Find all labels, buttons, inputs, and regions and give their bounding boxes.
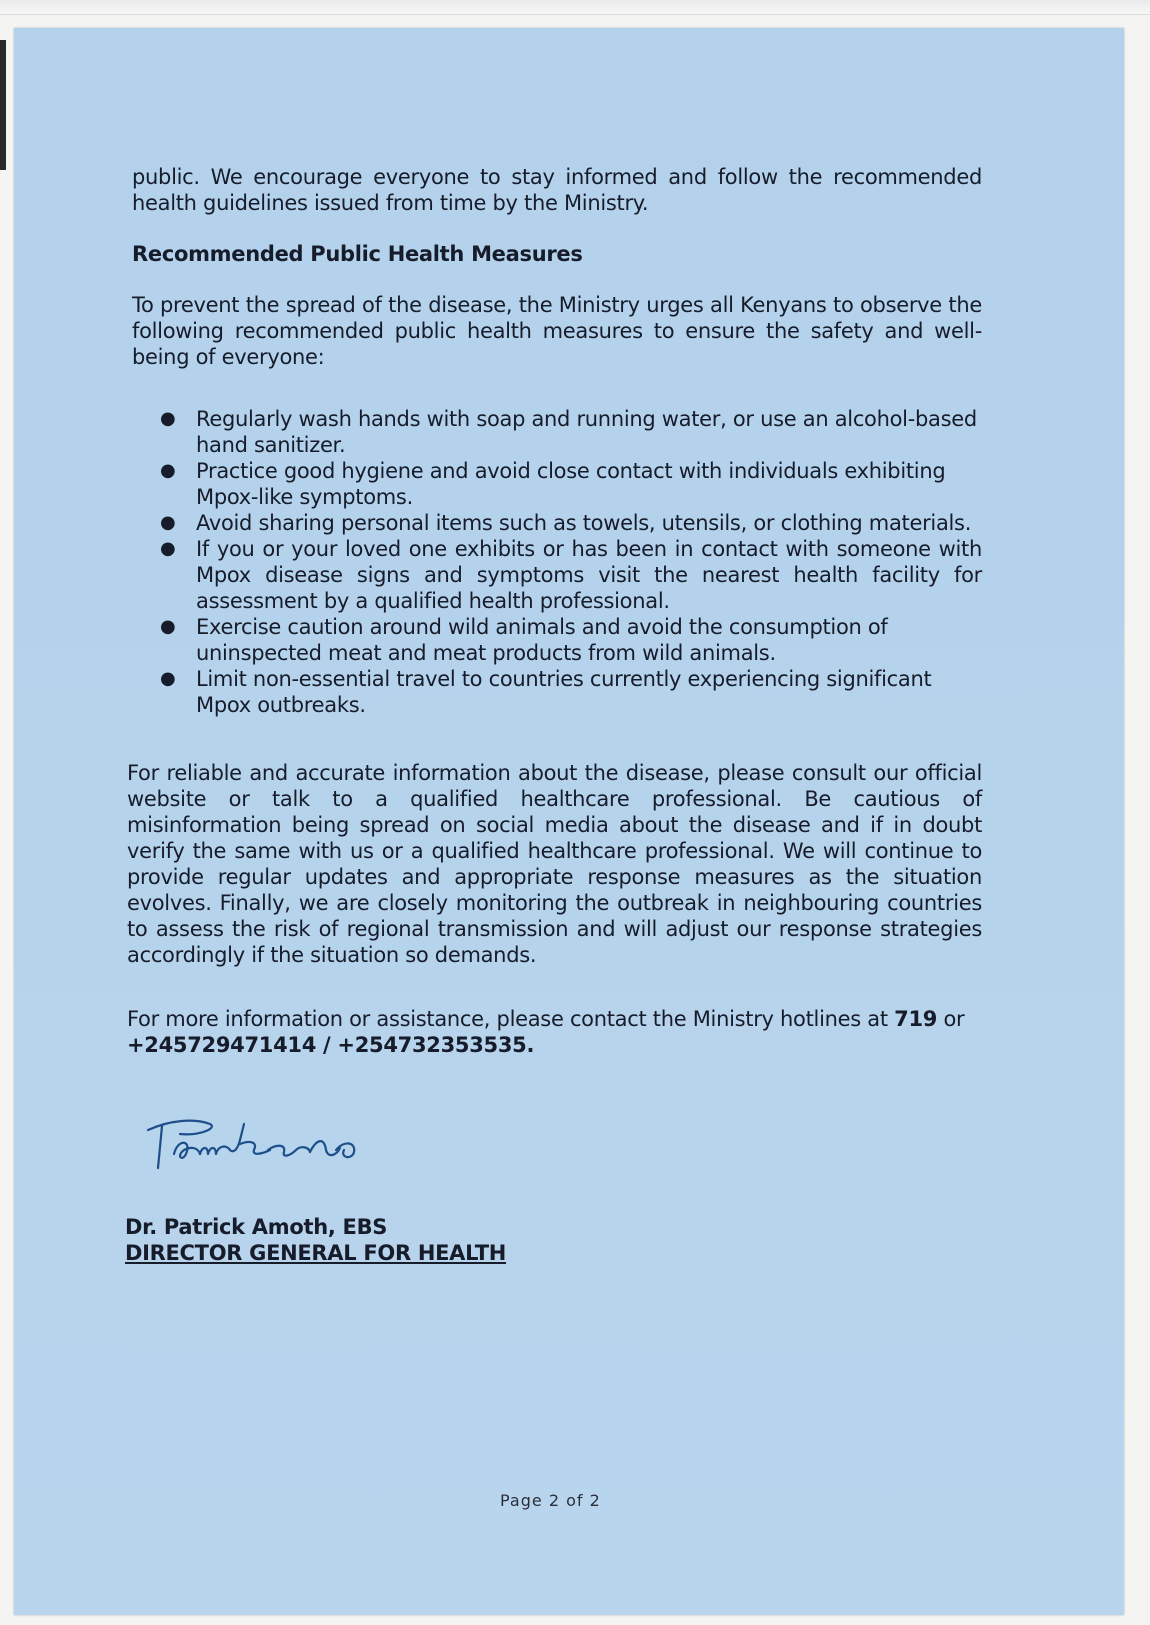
measure-item <box>130 536 982 614</box>
bullet-icon: ● <box>160 512 176 533</box>
measure-item <box>130 614 982 666</box>
contact-connector: or <box>937 1007 965 1031</box>
hotline-number: 719 <box>894 1007 938 1031</box>
contact-prefix: For more information or assistance, please contact the Ministry hotlines at <box>127 1007 895 1031</box>
page-number: Page 2 of 2 <box>500 1491 601 1510</box>
bullet-icon: ● <box>160 616 176 637</box>
measure-item <box>130 458 982 510</box>
bullet-icon: ● <box>160 538 176 559</box>
measure-text: Practice good hygiene and avoid close contact with individuals exhibiting Mpox-like symptoms. <box>196 459 946 509</box>
measures-list <box>130 406 982 718</box>
measure-text: Exercise caution around wild animals and avoid the consumption of uninspected meat and meat products from wild animals. <box>196 615 888 665</box>
signer-name: Dr. Patrick Amoth, EBS <box>125 1215 388 1239</box>
measure-text: Regularly wash hands with soap and running water, or use an alcohol-based hand sanitizer. <box>196 407 977 457</box>
information-paragraph: For reliable and accurate information about the disease, please consult our official website or talk to a qualified healthcare professional. Be cautious of misinformation being spread on social media about the disease and if in doubt verify the same with us or a qualified healthcare professional. We will continue to provide regular updates and appropriate response measures as the situation evolves. Finally, we are closely monitoring the outbreak in neighbouring countries to assess the risk of regional transmission and will adjust our response strategies accordingly if the situation so demands. <box>127 761 982 967</box>
signer-title: DIRECTOR GENERAL FOR HEALTH <box>125 1241 507 1265</box>
signature-icon <box>140 1110 370 1180</box>
measure-text: Avoid sharing personal items such as towels, utensils, or clothing materials. <box>196 511 972 535</box>
measure-text: If you or your loved one exhibits or has been in contact with someone with Mpox disease signs and symptoms visit the nearest health facility for assessment by a qualified health professional. <box>196 537 982 613</box>
scan-left-edge <box>0 40 6 170</box>
intro-paragraph: public. We encourage everyone to stay informed and follow the recommended health guidelines issued from time by the Ministry. <box>132 165 982 215</box>
measure-item <box>130 406 982 458</box>
phone-numbers: +245729471414 / +254732353535. <box>127 1033 535 1057</box>
bullet-icon: ● <box>160 408 176 429</box>
measure-item <box>130 510 982 536</box>
bullet-icon: ● <box>160 668 176 689</box>
measure-text: Limit non-essential travel to countries currently experiencing significant Mpox outbreaks. <box>196 667 932 717</box>
scan-top-strip <box>0 0 1150 15</box>
bullet-icon: ● <box>160 460 176 481</box>
section-heading: Recommended Public Health Measures <box>132 242 583 266</box>
measure-item <box>130 666 982 718</box>
measures-lead-paragraph: To prevent the spread of the disease, the Ministry urges all Kenyans to observe the following recommended public health measures to ensure the safety and well-being of everyone: <box>132 293 982 369</box>
contact-paragraph <box>127 1006 982 1058</box>
